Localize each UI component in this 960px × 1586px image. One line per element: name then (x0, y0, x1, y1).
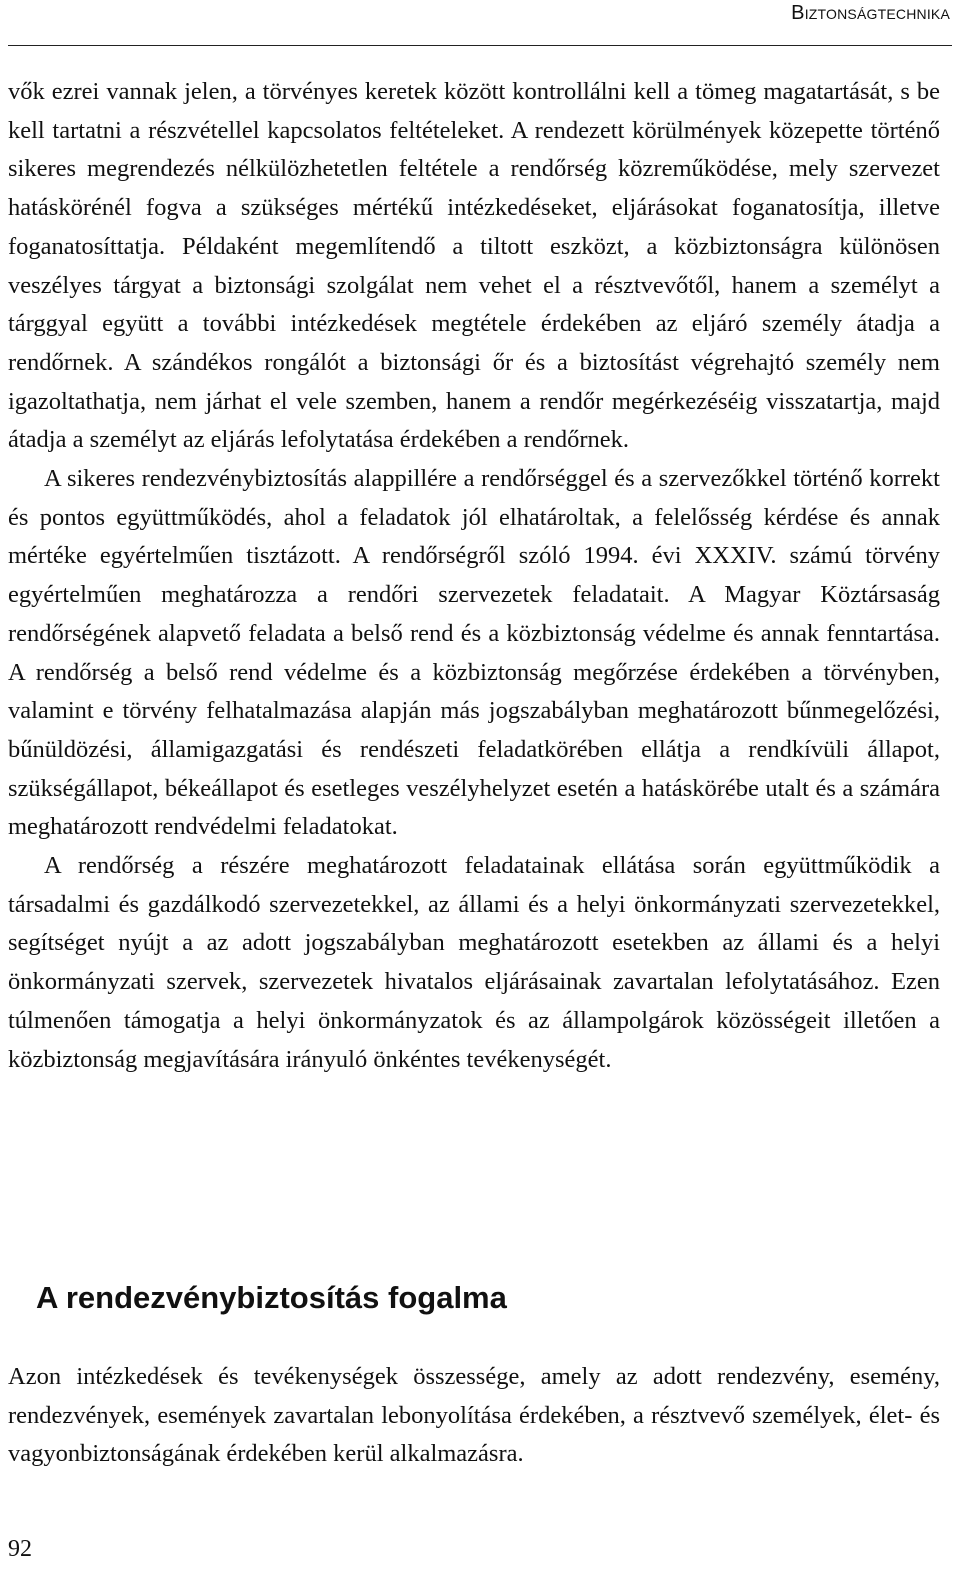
paragraph-police-tasks: A rendőrség a részére meghatározott feladatainak ellátása során együttműködik a társadalmi és gazdálkodó szervezetekkel, az állami és a helyi önkormányzati szervezetekkel, segítséget nyújt a az adott jogszabályban meghatározott esetekben az állami és a helyi önkormányzati szervek, szervezetek hivatalos eljárásainak zavartalan lefolytatásához. Ezen túlmenően támogatja a helyi önkormányzatok és az állampolgárok közösségeit illetően a közbiztonság megjavítására irányuló önkéntes tevékenységét. (8, 852, 940, 1073)
paragraph-continuation: vők ezrei vannak jelen, a törvényes keretek között kontrollálni kell a tömeg magatartását, s be kell tartatni a részvétellel kapcsolatos feltételeket. A rendezett körülmények közepette történő sikeres megrendezés nélkülözhetetlen feltétele a rendőrség közreműködése, mely szervezet hatáskörénél fogva a szükséges mértékű intézkedéseket, eljárásokat foganatosítja, illetve foganatosíttatja. Példaként megemlítendő a tiltott eszközt, a közbiztonságra különösen veszélyes tárgyat a biztonsági szolgálat nem vehet el a résztvevőtől, hanem a személyt a tárggyal együtt a további intézkedések megtétele érdekében az eljáró személy átadja a rendőrnek. A szándékos rongálót a biztonsági őr és a biztosítást végrehajtó személy nem igazoltathatja, nem járhat el vele szemben, hanem a rendőr megérkezéséig visszatartja, majd átadja a személyt az eljárás lefolytatása érdekében a rendőrnek. (8, 78, 940, 454)
section-heading: A rendezvénybiztosítás fogalma (36, 1280, 507, 1315)
page-number: 92 (8, 1536, 32, 1562)
running-header: Biztonságtechnika (791, 2, 950, 24)
paragraph-cooperation: A sikeres rendezvénybiztosítás alappillére a rendőrséggel és a szervezőkkel történő korrekt és pontos együttműködés, ahol a feladatok jól elhatároltak, a felelősség kérdése és annak mértéke egyértelműen tisztázott. A rendőrségről szóló 1994. évi XXXIV. számú törvény egyértelműen meghatározza a rendőri szervezetek feladatait. A Magyar Köztársaság rendőrségének alapvető feladata a belső rend és a közbiztonság védelme és annak fenntartása. A rendőrség a belső rend védelme és a közbiztonság megőrzése érdekében a törvényben, valamint e törvény felhatalmazása alapján más jogszabályban meghatározott bűnmegelőzési, bűnüldözési, államigazgatási és rendészeti feladatkörében ellátja a rendkívüli állapot, szükségállapot, békeállapot és esetleges veszélyhelyzet esetén a hatáskörébe utalt és a számára meghatározott rendvédelmi feladatokat. (8, 465, 940, 841)
body-text (8, 73, 940, 1079)
header-divider (8, 45, 952, 46)
section-definition-text: Azon intézkedések és tevékenységek összessége, amely az adott rendezvény, esemény, rendezvények, események zavartalan lebonyolítása érdekében, a résztvevő személyek, élet- és vagyonbiztonságának érdekében kerül alkalmazásra. (8, 1363, 940, 1468)
